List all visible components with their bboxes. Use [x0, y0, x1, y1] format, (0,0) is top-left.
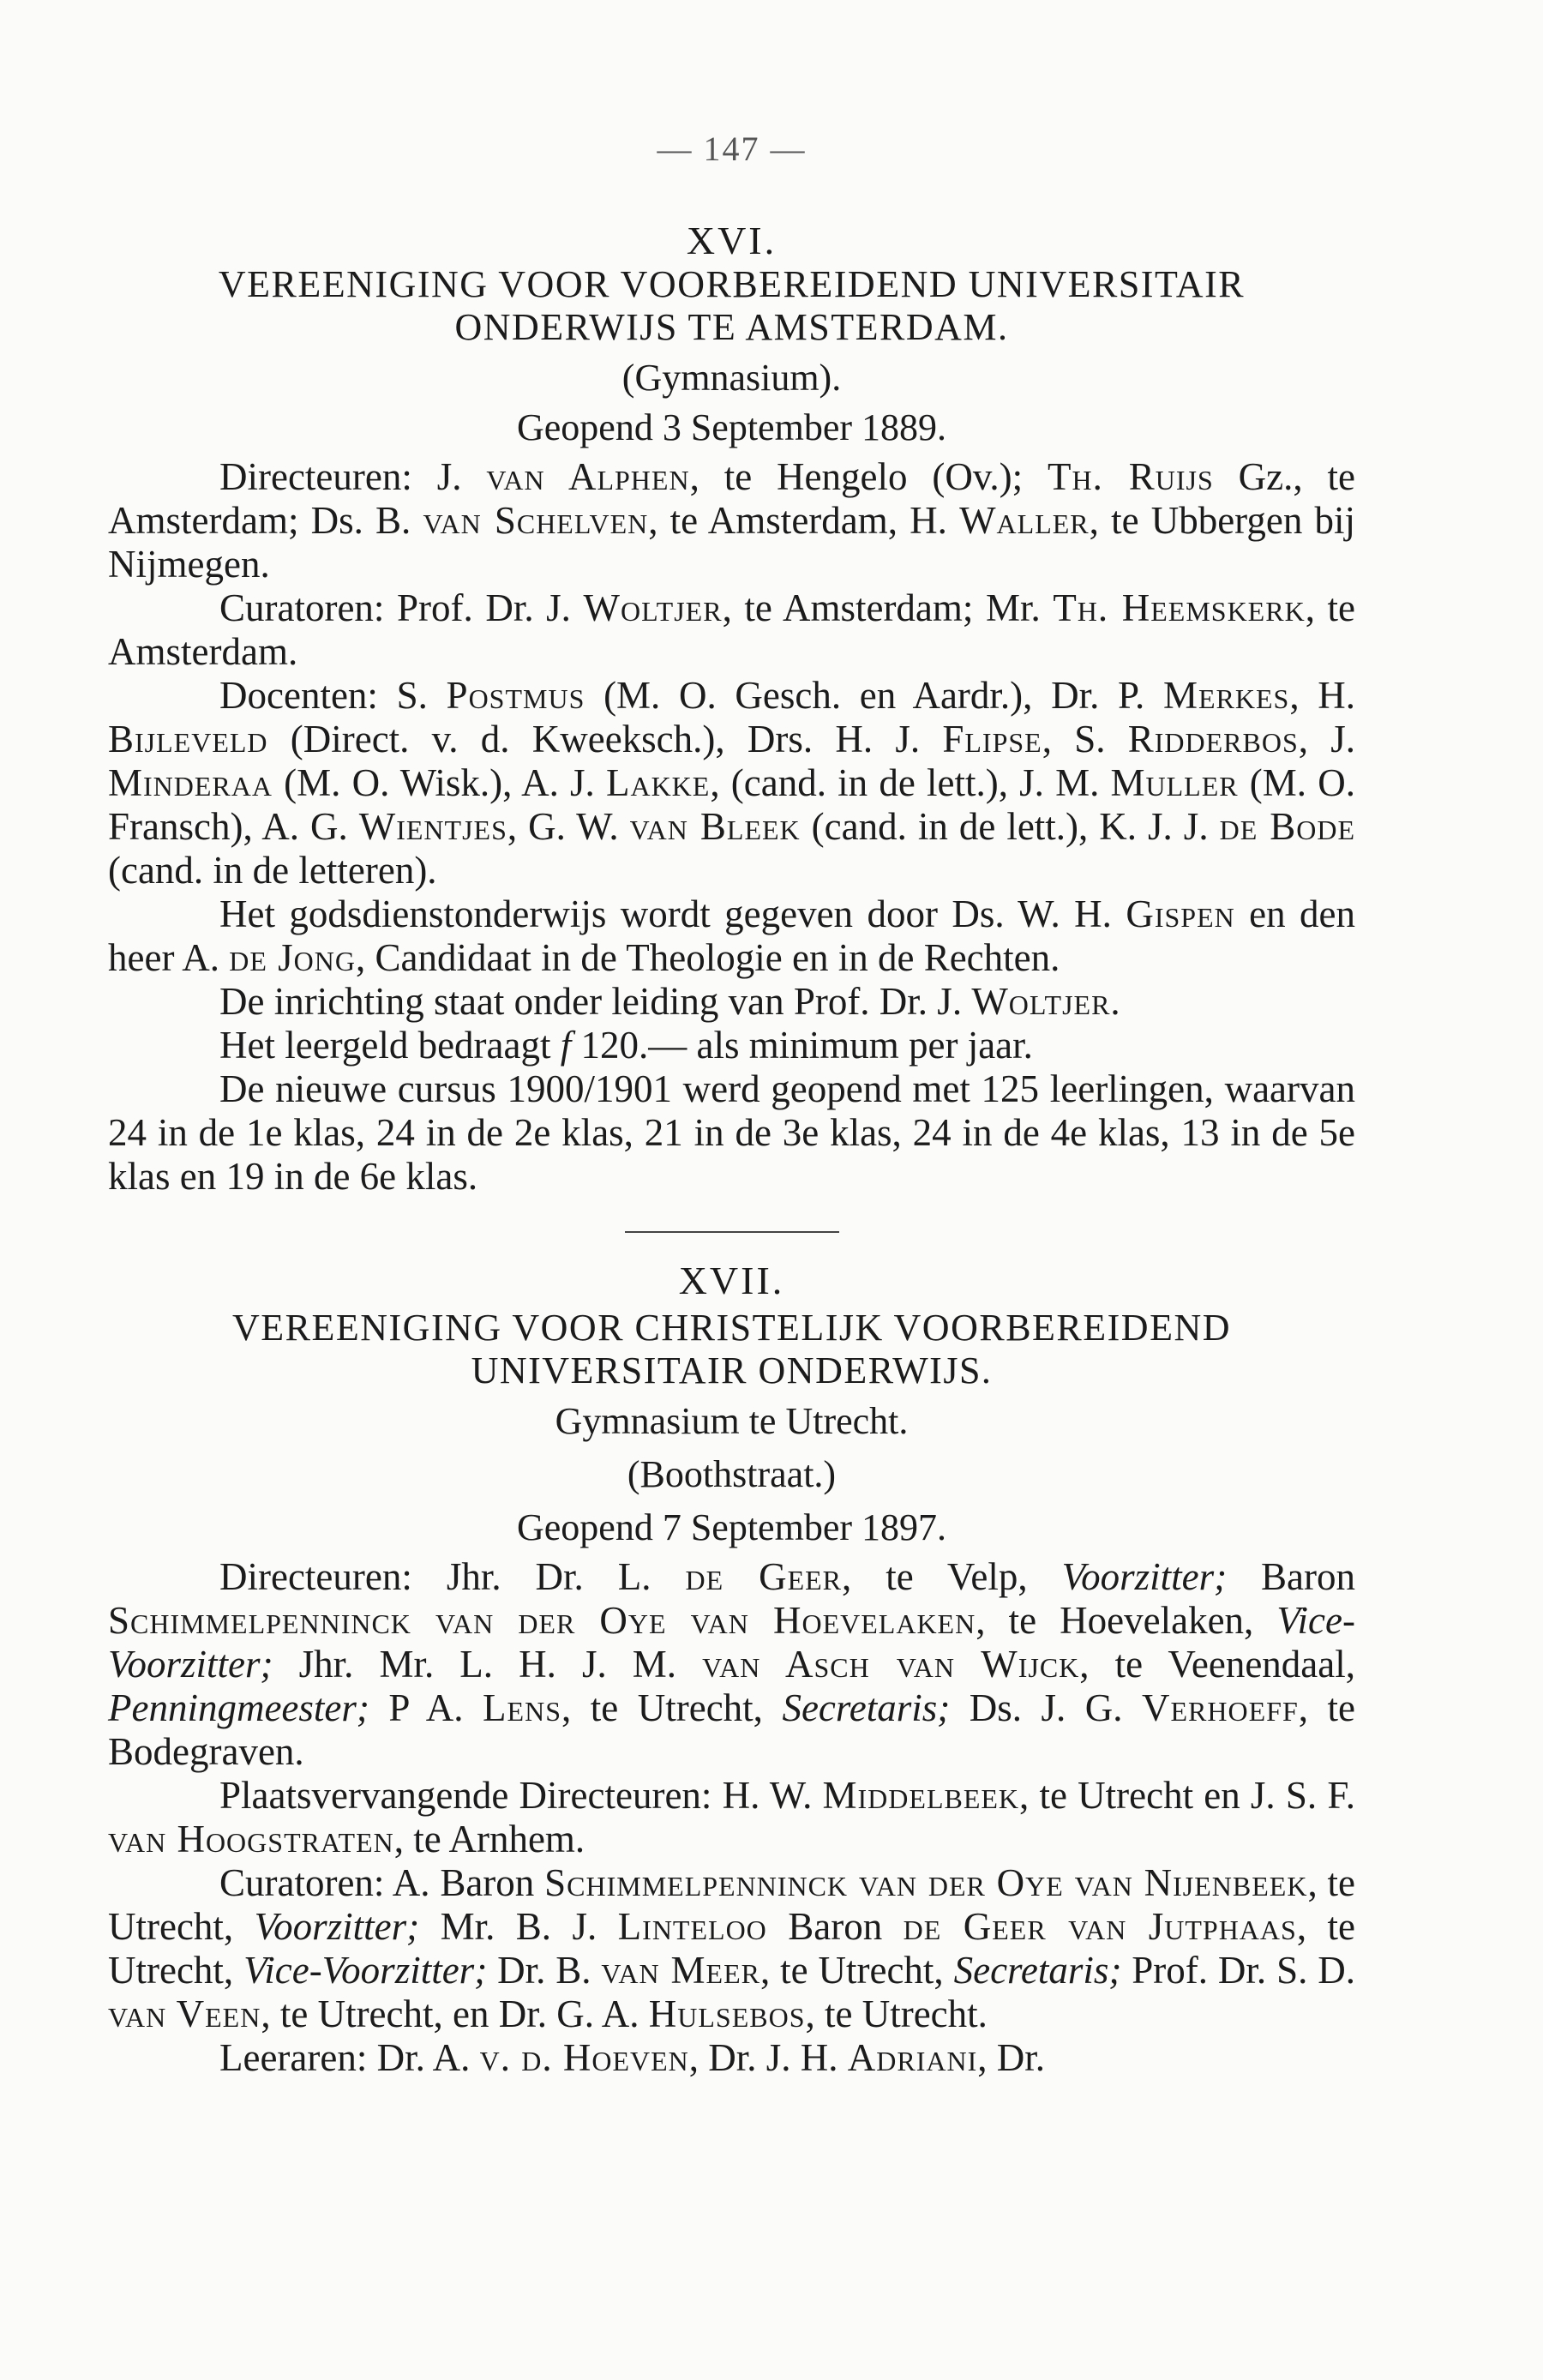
name-smallcaps: van Meer	[601, 1949, 760, 1992]
text-run: , te Utrecht,	[759, 1949, 954, 1992]
text-run: , te Hengelo (Ov.);	[689, 455, 1048, 498]
text-run: Baron	[1227, 1555, 1356, 1598]
text-run: , (cand. in de lett.), J. M.	[710, 761, 1111, 804]
text-run: , te Utrecht,	[108, 1861, 1355, 1948]
section-title-line-2: ONDERWIJS TE AMSTERDAM.	[454, 306, 1009, 348]
text-run: Curatoren: A. Baron	[219, 1861, 545, 1904]
paragraph	[108, 1067, 1355, 1199]
text-run: (cand. in de letteren).	[108, 849, 437, 892]
role-italic: Voorzitter;	[1061, 1555, 1228, 1598]
name-smallcaps: Lens	[483, 1686, 561, 1729]
text-run: , te Ubbergen bij Nijmegen.	[108, 499, 1355, 586]
text-run: 120.— als minimum per jaar.	[571, 1024, 1033, 1067]
section-body	[108, 1555, 1355, 2080]
section-xvii	[108, 1259, 1355, 2080]
text-run: , te Amsterdam, H.	[648, 499, 960, 542]
name-smallcaps: Verhoeff	[1142, 1686, 1299, 1729]
section-body	[108, 455, 1355, 1199]
name-smallcaps: Postmus	[446, 674, 585, 717]
text-run: , te Velp,	[842, 1555, 1062, 1598]
paragraph	[108, 1024, 1355, 1067]
text-run: De nieuwe cursus 1900/1901 werd geopend met 125 leerlingen, waarvan 24 in de 1e klas, 24 in de 2e klas, 21 in de 3e klas, 24 in de 4e klas, 13 in de 5e klas en 19 in de 6e klas.	[108, 1067, 1355, 1198]
role-italic: Vice-Voorzitter;	[243, 1949, 488, 1992]
role-italic: Voorzitter;	[254, 1905, 420, 1948]
name-smallcaps: Muller	[1110, 761, 1239, 804]
name-smallcaps: Linteloo	[617, 1905, 767, 1948]
text-run: Docenten: S.	[219, 674, 447, 717]
name-smallcaps: Bijleveld	[108, 718, 268, 760]
text-run: , te Veenendaal,	[1079, 1643, 1355, 1686]
book-page	[108, 129, 1355, 2080]
text-run: Prof. Dr. S. D.	[1121, 1949, 1356, 1992]
text-run: Directeuren: Jhr. Dr. L.	[219, 1555, 686, 1598]
text-run: Leeraren: Dr. A.	[219, 2036, 480, 2079]
name-smallcaps: de Bode	[1219, 805, 1356, 848]
paragraph	[108, 455, 1355, 586]
text-run: (cand. in de lett.), K. J. J.	[800, 805, 1220, 848]
text-run: , te Utrecht en J. S. F.	[1019, 1774, 1355, 1817]
text-run: , Candidaat in de Theologie en in de Rechten.	[355, 936, 1060, 979]
role-italic: f	[560, 1024, 572, 1067]
role-italic: Secretaris;	[953, 1949, 1122, 1992]
text-run: Baron	[766, 1905, 904, 1948]
text-run: Plaatsvervangende Directeuren: H. W.	[219, 1774, 823, 1817]
text-run: Gz., te Amsterdam; Ds. B.	[108, 455, 1355, 542]
paragraph	[108, 2036, 1355, 2080]
section-number: XVI.	[686, 219, 778, 262]
section-divider	[625, 1231, 839, 1233]
paragraph	[108, 586, 1355, 674]
text-run: , te Arnhem.	[393, 1818, 585, 1860]
text-run: Jhr. Mr. L. H. J. M.	[273, 1643, 703, 1686]
text-run: , te Bodegraven.	[108, 1686, 1355, 1773]
paragraph	[108, 892, 1355, 980]
text-run: (M. O. Fransch), A. G.	[108, 761, 1355, 848]
text-run: Het godsdienstonderwijs wordt gegeven door Ds. W. H.	[219, 892, 1126, 935]
role-italic: Vice-Voorzitter;	[108, 1599, 1355, 1686]
name-smallcaps: de Jong	[229, 936, 356, 979]
name-smallcaps: Th. Ruijs	[1048, 455, 1214, 498]
name-smallcaps: Ridderbos	[1127, 718, 1299, 760]
name-smallcaps: Lakke	[605, 761, 711, 804]
opening-date: Geopend 3 September 1889.	[517, 406, 946, 448]
section-title-line-2: UNIVERSITAIR ONDERWIJS.	[471, 1349, 993, 1391]
section-title-line-1: VEREENIGING VOOR CHRISTELIJK VOORBEREIDEND	[232, 1307, 1231, 1349]
name-smallcaps: v. d. Hoeven	[479, 2036, 689, 2079]
name-smallcaps: Schimmelpenninck van der Oye van Hoevelaken	[108, 1599, 976, 1642]
text-run: (Direct. v. d. Kweeksch.), Drs. H. J.	[267, 718, 943, 760]
text-run: Dr. B.	[487, 1949, 602, 1992]
section-xvi	[108, 219, 1355, 1199]
text-run: , te Utrecht, en Dr. G. A.	[261, 1992, 649, 2035]
section-subtitle: (Gymnasium).	[621, 357, 842, 399]
paragraph	[108, 1555, 1355, 1774]
name-smallcaps: de Geer	[685, 1555, 843, 1598]
name-smallcaps: van Veen	[108, 1992, 261, 2035]
name-smallcaps: van Hoogstraten	[108, 1818, 394, 1860]
text-run: , te Amsterdam.	[108, 586, 1355, 673]
text-run: , te Utrecht,	[108, 1905, 1355, 1992]
paragraph	[108, 1861, 1355, 2036]
text-run: , H.	[1289, 674, 1355, 717]
name-smallcaps: Waller	[959, 499, 1090, 542]
name-smallcaps: Hulsebos	[648, 1992, 806, 2035]
name-smallcaps: Flipse	[942, 718, 1042, 760]
name-smallcaps: Woltjer	[583, 586, 723, 629]
location-note: (Boothstraat.)	[627, 1453, 837, 1495]
name-smallcaps: van Schelven	[423, 499, 649, 542]
text-run: (M. O. Wisk.), A. J.	[273, 761, 606, 804]
name-smallcaps: Wientjes	[358, 805, 507, 848]
name-smallcaps: Th. Heemskerk	[1053, 586, 1306, 629]
name-smallcaps: Merkes	[1162, 674, 1290, 717]
text-run: (M. O. Gesch. en Aardr.), Dr. P.	[585, 674, 1163, 717]
text-run: Het leergeld bedraagt	[219, 1024, 561, 1067]
section-subtitle: Gymnasium te Utrecht.	[555, 1400, 909, 1442]
text-run: , Dr.	[977, 2036, 1046, 2079]
text-run: Mr. B. J.	[419, 1905, 618, 1948]
text-run: , S.	[1042, 718, 1128, 760]
text-run: Curatoren: Prof. Dr. J.	[219, 586, 584, 629]
text-run: , te Amsterdam; Mr.	[722, 586, 1054, 629]
paragraph	[108, 1774, 1355, 1861]
name-smallcaps: Adriani	[847, 2036, 978, 2079]
name-smallcaps: Schimmelpenninck van der Oye van Nijenbeek	[544, 1861, 1308, 1904]
text-run: Directeuren: J.	[219, 455, 487, 498]
paragraph	[108, 980, 1355, 1024]
text-run: .	[1110, 980, 1120, 1023]
text-run: , J.	[1298, 718, 1355, 760]
text-run: , te Hoevelaken,	[976, 1599, 1277, 1642]
role-italic: Penningmeester;	[108, 1686, 369, 1729]
text-run: , G. W.	[507, 805, 630, 848]
name-smallcaps: van Alphen	[486, 455, 690, 498]
name-smallcaps: Woltjer	[971, 980, 1111, 1023]
text-run: , te Utrecht,	[561, 1686, 783, 1729]
section-number: XVII.	[678, 1259, 785, 1302]
text-run: De inrichting staat onder leiding van Prof. Dr. J.	[219, 980, 972, 1023]
text-run: en den heer A.	[108, 892, 1355, 979]
role-italic: Secretaris;	[782, 1686, 951, 1729]
text-run: P A.	[369, 1686, 483, 1729]
section-title-line-1: VEREENIGING VOOR VOORBEREIDEND UNIVERSITAIR	[218, 263, 1246, 305]
name-smallcaps: van Bleek	[629, 805, 801, 848]
opening-date: Geopend 7 September 1897.	[517, 1506, 946, 1548]
name-smallcaps: van Asch van Wijck	[702, 1643, 1080, 1686]
paragraph	[108, 674, 1355, 892]
page-number: — 147 —	[657, 129, 807, 168]
name-smallcaps: Gispen	[1126, 892, 1235, 935]
name-smallcaps: Middelbeek	[822, 1774, 1020, 1817]
text-run: , Dr. J. H.	[688, 2036, 848, 2079]
text-run: , te Utrecht.	[805, 1992, 988, 2035]
text-run: Ds. J. G.	[950, 1686, 1143, 1729]
name-smallcaps: de Geer van Jutphaas	[903, 1905, 1297, 1948]
name-smallcaps: Minderaa	[108, 761, 273, 804]
